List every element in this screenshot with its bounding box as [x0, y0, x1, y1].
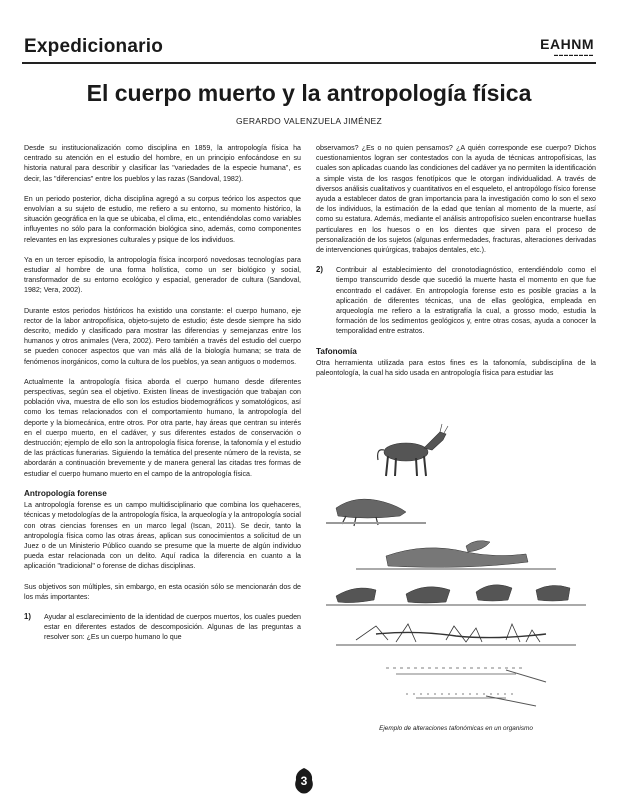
item-text-wrapper	[336, 265, 596, 336]
stage-live-animal	[378, 424, 448, 476]
stage-scavenging	[326, 585, 586, 606]
paragraph: Sus objetivos son múltiples, sin embargo, en esta ocasión sólo se mencionarán dos de los más importantes:	[24, 582, 301, 601]
left-column	[24, 143, 301, 653]
logo	[540, 36, 594, 57]
item-number: 1)	[24, 611, 31, 621]
stage-burial-strata	[386, 668, 546, 706]
figure-caption: Ejemplo de alteraciones tafonómicas en un organismo	[379, 725, 533, 732]
paragraph: Otra herramienta utilizada para estos fines es la tafonomía, subdisciplina de la paleontología, la cual ha sido usada en antropología física para estudiar las	[316, 358, 596, 378]
paragraph: observamos? ¿Es o no quien pensamos? ¿A quién corresponde ese cuerpo? Dichos cuestionamientos logran ser contestados con la ayuda de técnicas antropofísicas, las cuales son aplicadas cuando las condiciones del cadáver ya no permiten la identificación a simple vista de los rasgos fenotípicos que le otorgan individualidad. A través de diversos análisis cualitativos y cuantitativos en el esqueleto, el antropólogo físico forense ayuda a establecer datos de gran importancia para la investigación como lo son el sexo de los individuos, la estimación de la edad que tenían al momento de la muerte, así como su estatura. Además, mediante el análisis antropofísico suelen encontrarse huellas particulares en los huesos o en los dientes que sirven para el proceso de personalización de los sujetos (algunas enfermedades, fracturas, alteraciones derivadas de intervenciones quirúrgicas, trabajos dentales, etc.).	[316, 144, 596, 255]
stage-decomposition	[356, 541, 556, 570]
article-author: GERARDO VALENZUELA JIMÉNEZ	[235, 116, 383, 126]
item-text: Ayudar al esclarecimiento de la identidad de cuerpos muertos, los cuales pueden estar en diferentes estados de descomposición. Algunas de las preguntas a resolver son: ¿Es un cuerpo humano lo que	[44, 612, 301, 642]
stage-fallen-carcass	[326, 499, 426, 526]
numbered-item	[24, 612, 301, 643]
item-number: 2)	[316, 265, 323, 275]
header-rule	[22, 62, 596, 64]
numbered-item	[316, 265, 596, 336]
paragraph: Desde su institucionalización como disciplina en 1859, la antropología física ha centrado su atención en el estudio del hombre, en un principio enfocándose en su historia natural para describir y clasificar las "variedades de la especie humana", es decir, las "diferencias" entre los pueblos y las razas (Sandoval, 1982).	[24, 144, 301, 183]
section-label: Expedicionario	[24, 36, 164, 57]
paragraph: Ya en un tercer episodio, la antropología física incorporó novedosas tecnologías para estudiar al hombre de una forma holística, como un ser biológico y social, transformador de su entorno ecológico y espacial, generador de cultura (Sandoval, 1982; Vera, 2002).	[24, 255, 301, 295]
taphonomy-illustration	[316, 420, 596, 720]
taphonomy-figure	[316, 420, 596, 720]
section-heading-forense: Antropología forense	[24, 488, 107, 498]
stage-skeletal-remains	[336, 624, 576, 646]
paragraph: Actualmente la antropología física aborda el cuerpo humano desde diferentes perspectivas, según sea el objetivo. Existen líneas de investigación que trabajan con población viva, muestra de ello son los estudios biodemográficos y somatológicos, así como los temas relacionados con el comportamiento humano, la antropología del deporte y la biomecánica, entre otros. Por otra parte, hay áreas que centran su interés en el cuerpo muerto, en el cadáver, y sus diferentes estados de conservación o destrucción; ejemplo de ello son la antropología física forense, la tafonomía y el estudio de las prácticas funerarias. Siguiendo la temática del presente número de la revista, se abordarán a continuación brevemente y de manera general las citadas tres formas de estudiar el cuerpo humano muerto en el campo de la antropología física.	[24, 377, 301, 478]
item-text-wrapper	[44, 612, 301, 643]
page-number-badge	[293, 768, 315, 794]
section-heading-tafonomia: Tafonomía	[316, 346, 357, 356]
page-number: 3	[300, 774, 308, 788]
article-title: El cuerpo muerto y la antropología física	[86, 80, 532, 106]
paragraph: Durante estos periodos históricos ha existido una constante: el cuerpo humano, eje rector de la labor antropofísica, objeto-sujeto de estudio; éste desde siempre ha sido descrito, medido y clasificado para mostrar las diferencias y semejanzas entre los humanos y otros animales (Vera, 2002). Pero también a través del estudio del cuerpo se pueden conocer aspectos que van más allá de la biología humana; se trata de fenómenos inorgánicos, como la cultura de los pueblos, ya sean antiguos o modernos.	[24, 306, 301, 366]
paragraph: La antropología forense es un campo multidisciplinario que combina los quehaceres, técnicas y metodologías de la antropología física, la arqueología y la antropología social con otras ciencias forenses en un marco legal (Iscan, 2011). Se decir, tanto la antropología física como las otras áreas, aplican sus conocimientos a solicitud de un Juez o de un Ministerio Público cuando se presume que la muerte de algún individuo pueda estar relacionada con un delito. Aquí radica la diferencia en cuanto a la aplicación "tradicional" o forense de dichas disciplinas.	[24, 501, 301, 571]
logo-tagline-graphic: ▬▬▬▬▬▬▬▬	[554, 52, 594, 57]
right-column	[316, 143, 596, 388]
item-text: Contribuir al establecimiento del cronotodiagnóstico, entendiéndolo como el tiempo transcurrido desde que sucedió la muerte hasta el momento en que fue encontrado el cadáver. En antropología forense esto es posible gracias a la aplicación de diferentes técnicas, una de ellas geológica, empleada en arqueología me refiero a la estratigrafía la cual, a grosso modo, estudia la formación de los sedimentos geológicos y, entre otras cosas, ayuda a conocer la temporalidad entre estratos.	[336, 266, 596, 336]
paragraph: En un periodo posterior, dicha disciplina agregó a su corpus teórico los aspectos que envolvían a su sujeto de estudio, me refiero a su entorno, su momento histórico, la situación geográfica en la que se ubicaba, el clima, etc., entendiéndolas como variables influyentes no sólo para la conformación biológica sino, además, como componentes relevantes en las expresiones culturales y psique de los individuos.	[24, 194, 301, 244]
logo-text: EAHNM	[540, 36, 594, 52]
